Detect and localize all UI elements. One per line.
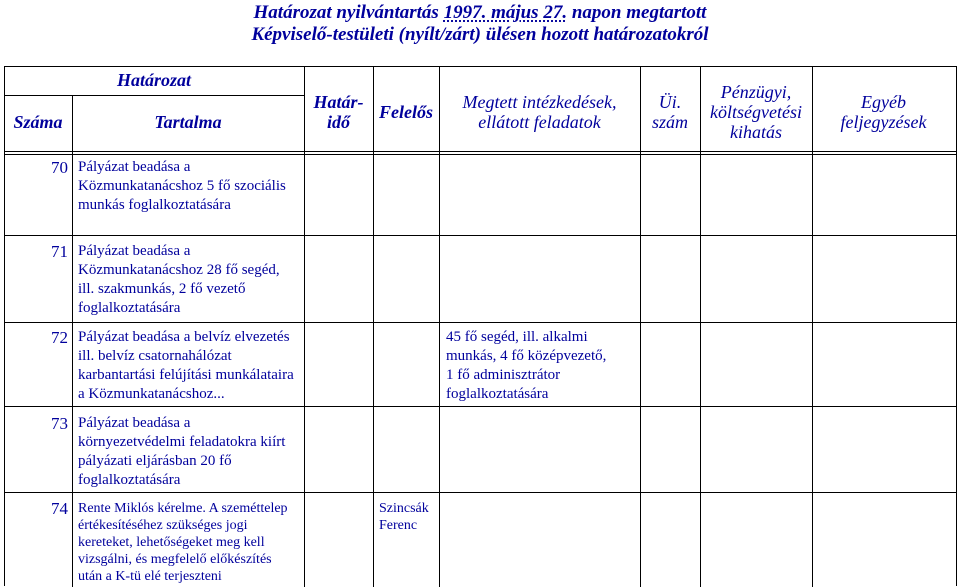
header-megtett-line2: ellátott feladatok — [478, 112, 601, 132]
content-line: értékesítéséhez szükséges jogi — [78, 518, 248, 533]
content-line: Közmunkatanácshoz 28 fő segéd, — [78, 262, 280, 278]
megtett-line: foglalkoztatására — [446, 386, 549, 402]
col-divider-hatarido — [373, 66, 374, 587]
title-date: 1997. május 27. — [443, 2, 568, 23]
content-line: kereteket, lehetőségeket meg kell — [78, 535, 265, 550]
header-penzugyi-line2: költségvetési — [710, 102, 802, 122]
megtett-line: munkás, 4 fő középvezető, — [446, 348, 607, 364]
content-line: Pályázat beadása a — [78, 159, 191, 175]
row-felelos — [379, 500, 429, 534]
content-line: karbantartási felújítási munkálataira — [78, 367, 294, 383]
header-hatarido-line2: idő — [326, 112, 350, 132]
header-megtett-line1: Megtett intézkedések, — [462, 92, 617, 112]
content-line: vizsgálni, és megfelelő előkészítés — [78, 552, 272, 567]
content-line: Rente Miklós kérelme. A szeméttelep — [78, 501, 288, 516]
row-content — [78, 414, 285, 490]
content-line: Pályázat beadása a — [78, 243, 191, 259]
header-felelos: Felelős — [379, 102, 433, 122]
header-hatarozat: Határozat — [116, 70, 191, 90]
header-bottom-line — [4, 151, 956, 152]
content-line: Pályázat beadása a belvíz elvezetés — [78, 329, 290, 345]
row-content — [78, 242, 280, 318]
header-megtett — [439, 92, 640, 132]
header-bottom-line-double — [4, 154, 956, 155]
header-ui — [640, 92, 700, 132]
row-number: 74 — [51, 499, 68, 518]
header-egyeb-line2: feljegyzések — [840, 112, 927, 132]
content-line: Pályázat beadása a — [78, 415, 191, 431]
content-line: pályázati eljárásban 20 fő — [78, 453, 232, 469]
row-divider-72 — [4, 406, 956, 407]
header-tartalma: Tartalma — [154, 112, 222, 132]
document-title-line2: Képviselő-testületi (nyílt/zárt) ülésen hozott határozatokról — [251, 24, 709, 45]
col-divider-tartalma — [304, 66, 305, 587]
content-line: foglalkoztatására — [78, 472, 181, 488]
row-content — [78, 328, 294, 404]
megtett-line: 45 fő segéd, ill. alkalmi — [446, 329, 588, 345]
row-number: 71 — [51, 242, 68, 261]
header-hatarido-line1: Határ- — [313, 92, 364, 112]
felelos-line: Ferenc — [379, 518, 418, 533]
felelos-line: Szincsák — [379, 501, 429, 516]
col-divider-penzugyi — [812, 66, 813, 587]
row-megtett — [446, 328, 606, 404]
header-szama: Száma — [13, 112, 63, 132]
row-divider-70 — [4, 235, 956, 236]
content-line: ill. szakmunkás, 2 fő vezető — [78, 281, 246, 297]
header-egyeb-line1: Egyéb — [861, 92, 906, 112]
col-divider-megtett — [640, 66, 641, 587]
content-line: munkás foglalkoztatására — [78, 197, 231, 213]
content-line: a Közmunkatanácshoz... — [78, 386, 225, 402]
row-divider-71 — [4, 322, 956, 323]
content-line: Közmunkatanácshoz 5 fő szociális — [78, 178, 286, 194]
row-content — [78, 158, 286, 215]
document-title-line1 — [0, 2, 960, 24]
row-number: 72 — [51, 328, 68, 347]
megtett-line: 1 fő adminisztrátor — [446, 367, 561, 383]
header-penzugyi — [700, 82, 812, 142]
title-suffix: napon megtartott — [571, 2, 707, 23]
content-line: ill. belvíz csatornahálózat — [78, 348, 232, 364]
content-line: környezetvédelmi feladatokra kiírt — [78, 434, 286, 450]
col-divider-ui — [700, 66, 701, 587]
header-penzugyi-line1: Pénzügyi, — [720, 82, 792, 102]
row-number: 70 — [51, 158, 68, 177]
header-ui-line2: szám — [651, 112, 688, 132]
row-number: 73 — [51, 414, 68, 433]
header-hatarido — [304, 92, 373, 132]
content-line: után a K-tü elé terjeszteni — [78, 569, 222, 584]
col-divider-felelos — [439, 66, 440, 587]
title-prefix: Határozat nyilvántartás — [253, 2, 439, 23]
header-divider — [4, 95, 304, 96]
row-divider-73 — [4, 492, 956, 493]
header-ui-line1: Üi. — [658, 92, 682, 112]
col-divider-szama — [72, 95, 73, 587]
content-line: foglalkoztatására — [78, 300, 181, 316]
header-penzugyi-line3: kihatás — [730, 122, 782, 142]
header-egyeb — [812, 92, 955, 132]
row-content — [78, 500, 288, 585]
